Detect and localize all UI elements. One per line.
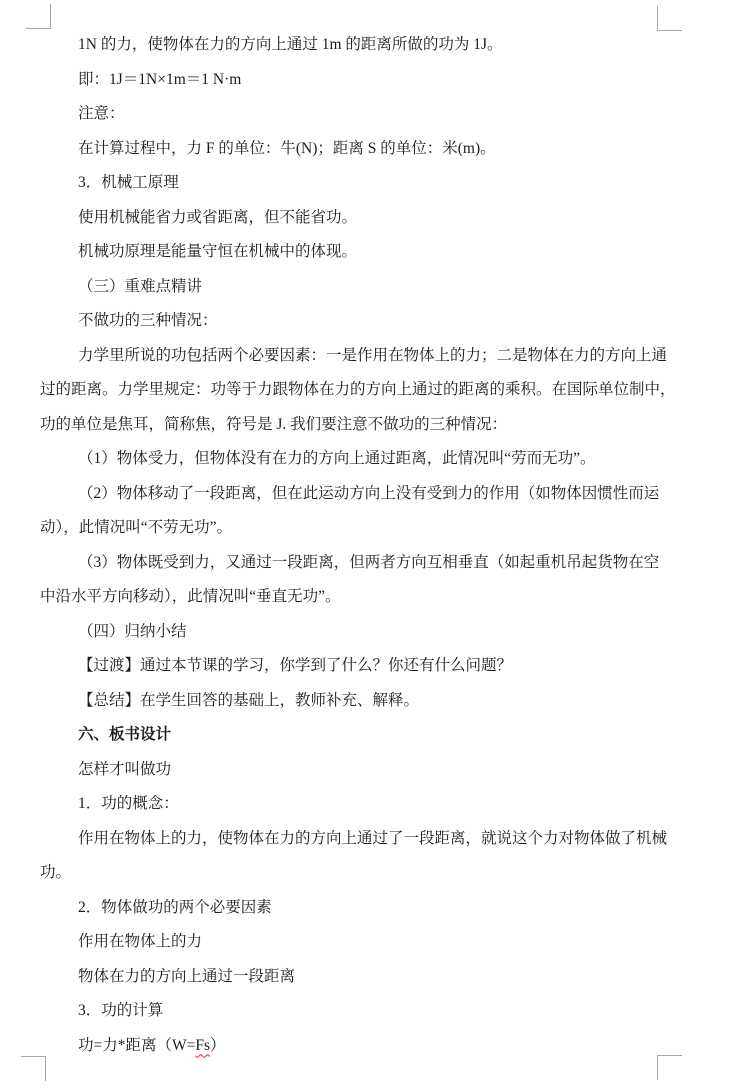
text-line: 作用在物体上的力，使物体在力的方向上通过了一段距离，就说这个力对物体做了机械 xyxy=(78,829,668,847)
text-line: 1．功的概念： xyxy=(78,795,179,812)
text-boundary-mark-top-right xyxy=(657,6,682,31)
text-line: 机械功原理是能量守恒在机械中的体现。 xyxy=(78,243,358,260)
text-line: 力学里所说的功包括两个必要因素：一是作用在物体上的力；二是物体在力的方向上通 xyxy=(78,346,668,364)
text-line: 功。 xyxy=(40,864,72,881)
misspelled-text: Fs xyxy=(195,1036,211,1054)
text-line: （2）物体移动了一段距离，但在此运动方向上没有受到力的作用（如物体因惯性而运 xyxy=(78,484,660,502)
text-line: 3．机械工原理 xyxy=(78,174,179,191)
text-line: 【过渡】通过本节课的学习，你学到了什么？你还有什么问题？ xyxy=(78,657,513,674)
text-line: 不做功的三种情况： xyxy=(78,312,218,329)
text-line: 作用在物体上的力 xyxy=(78,933,203,950)
page-text xyxy=(40,28,676,1063)
text-line: 动），此情况叫“不劳无功”。 xyxy=(40,519,233,536)
text-boundary-mark-top-left xyxy=(26,4,51,29)
text-line: （三）重难点精讲 xyxy=(78,277,203,295)
text-line: 功的单位是焦耳，简称焦，符号是 J. 我们要注意不做功的三种情况： xyxy=(40,415,508,433)
formula-close: ） xyxy=(210,1036,226,1054)
text-line: 2．物体做功的两个必要因素 xyxy=(78,898,272,916)
text-line: 注意： xyxy=(78,105,125,122)
text-line: 中沿水平方向移动），此情况叫“垂直无功”。 xyxy=(40,588,341,605)
text-line: （四）归纳小结 xyxy=(78,622,187,640)
text-line: 使用机械能省力或省距离，但不能省功。 xyxy=(78,208,358,226)
text-line: （1）物体受力，但物体没有在力的方向上通过距离，此情况叫“劳而无功”。 xyxy=(78,450,596,467)
formula-line xyxy=(40,1029,658,1064)
text-line: 3．功的计算 xyxy=(78,1002,164,1019)
text-line: 怎样才叫做功 xyxy=(78,760,172,778)
section-heading-line: 六、板书设计 xyxy=(78,726,172,743)
text-line: 即：1J＝1N×1m＝1 N·m xyxy=(78,70,242,88)
text-line: 物体在力的方向上通过一段距离 xyxy=(78,967,296,985)
text-line: 1N 的力，使物体在力的方向上通过 1m 的距离所做的功为 1J。 xyxy=(78,36,503,53)
text-line: （3）物体既受到力，又通过一段距离，但两者方向互相垂直（如起重机吊起货物在空 xyxy=(78,553,660,571)
formula-text: 功=力*距离（W= xyxy=(78,1036,196,1054)
text-line: 【总结】在学生回答的基础上，教师补充、解释。 xyxy=(78,691,420,709)
text-line: 过的距离。力学里规定：功等于力跟物体在力的方向上通过的距离的乘积。在国际单位制中， xyxy=(40,381,676,398)
text-line: 在计算过程中，力 F 的单位：牛(N)；距离 S 的单位：米(m)。 xyxy=(78,139,496,157)
text-boundary-mark-bottom-right xyxy=(657,1055,682,1080)
